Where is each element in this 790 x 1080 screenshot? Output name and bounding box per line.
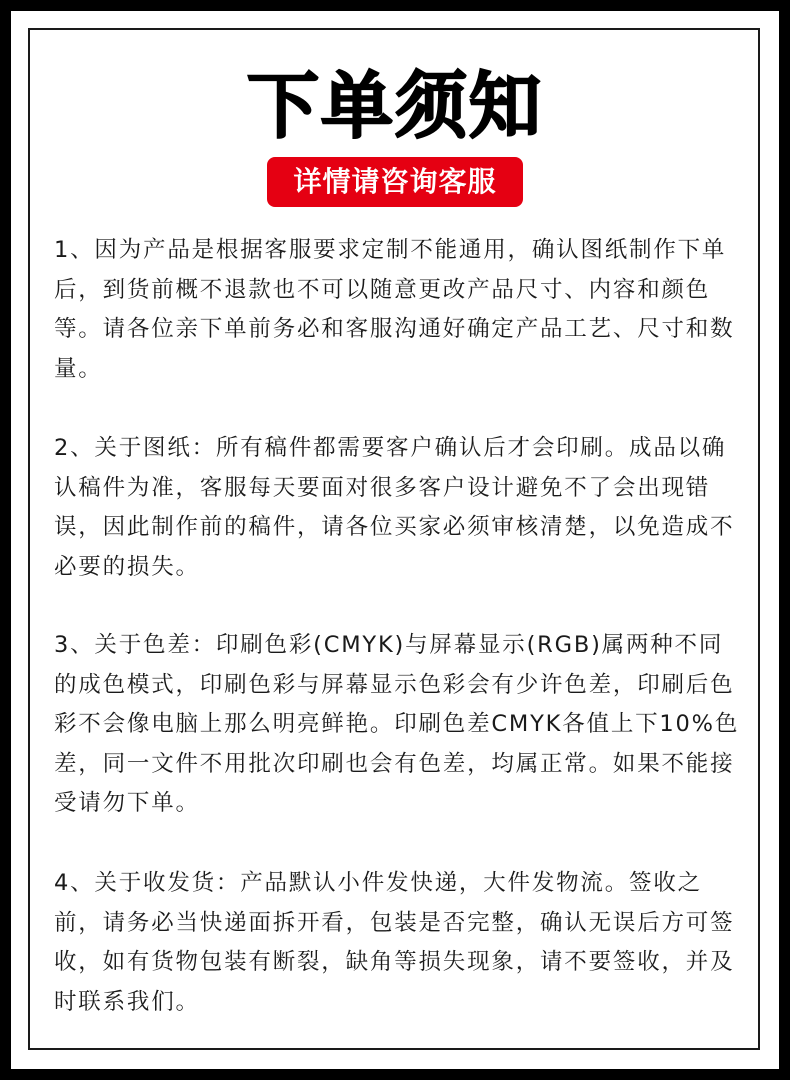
page-title: 下单须知 xyxy=(246,64,543,148)
notice-card xyxy=(11,11,779,1069)
notice-item-1: 1、因为产品是根据客服要求定制不能通用，确认图纸制作下单后，到货前概不退款也不可以随意更改产品尺寸、内容和颜色等。请各位亲下单前务必和客服沟通好确定产品工艺、尺寸和数量。 xyxy=(54,237,735,382)
notice-item-4: 4、关于收发货：产品默认小件发快递，大件发物流。签收之前，请务必当快递面拆开看，包装是否完整，确认无误后方可签收，如有货物包装有断裂，缺角等损失现象，请不要签收，并及时联系我们。 xyxy=(54,870,735,1015)
notice-item-2: 2、关于图纸：所有稿件都需要客户确认后才会印刷。成品以确认稿件为准，客服每天要面对很多客户设计避免不了会出现错误，因此制作前的稿件，请各位买家必须审核清楚，以免造成不必要的损失。 xyxy=(54,435,735,580)
notice-item-3: 3、关于色差：印刷色彩(CMYK)与屏幕显示(RGB)属两种不同的成色模式，印刷色彩与屏幕显示色彩会有少许色差，印刷后色彩不会像电脑上那么明亮鲜艳。印刷色差CMYK各值上下10%色差，同一文件不用批次印刷也会有色差，均属正常。如果不能接受请勿下单。 xyxy=(54,632,740,816)
contact-service-badge: 详情请咨询客服 xyxy=(267,157,523,207)
